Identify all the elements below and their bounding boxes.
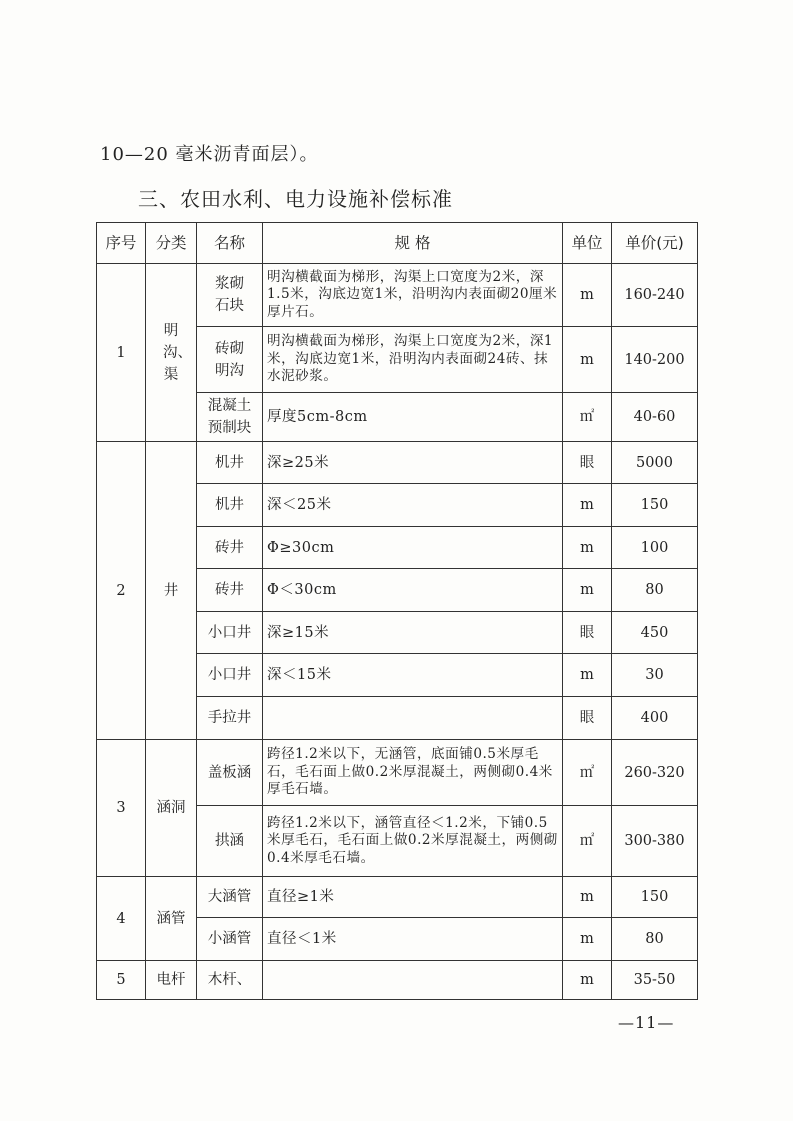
section-title: 三、农田水利、电力设施补偿标准 [138, 187, 453, 211]
item-price: 5000 [612, 442, 698, 484]
group-no: 4 [97, 877, 146, 961]
item-spec: Φ＜30cm [263, 569, 563, 612]
item-spec: 跨径1.2米以下，无涵管，底面铺0.5米厚毛石，毛石面上做0.2米厚混凝土，两侧砌0.4米厚毛石墙。 [263, 740, 563, 806]
item-spec [263, 961, 563, 1000]
item-name: 拱涵 [197, 806, 263, 877]
item-price: 30 [612, 654, 698, 697]
header-no: 序号 [97, 223, 146, 264]
item-unit: 眼 [563, 697, 612, 740]
item-name-label: 浆砌石块 [215, 276, 244, 314]
header-unit: 单位 [563, 223, 612, 264]
group-category: 涵管 [146, 877, 197, 961]
item-spec: 直径≥1米 [263, 877, 563, 918]
item-price: 80 [612, 569, 698, 612]
item-spec: 明沟横截面为梯形，沟渠上口宽度为2米，深1米，沟底边宽1米，沿明沟内表面砌24砖、抹水泥砂浆。 [263, 327, 563, 393]
item-spec: 深＜25米 [263, 484, 563, 527]
item-unit: m [563, 918, 612, 961]
item-name [197, 327, 263, 393]
item-price: 400 [612, 697, 698, 740]
item-spec: Φ≥30cm [263, 527, 563, 569]
item-name: 机井 [197, 484, 263, 527]
item-name: 大涵管 [197, 877, 263, 918]
item-price: 140-200 [612, 327, 698, 393]
item-price: 450 [612, 612, 698, 654]
group-no: 2 [97, 442, 146, 740]
group-no: 1 [97, 264, 146, 442]
table-row [97, 740, 698, 806]
item-name: 砖井 [197, 527, 263, 569]
group-no: 5 [97, 961, 146, 1000]
item-unit: m [563, 327, 612, 393]
item-spec: 厚度5cm-8cm [263, 393, 563, 442]
item-price: 35-50 [612, 961, 698, 1000]
item-price: 150 [612, 484, 698, 527]
item-unit: m [563, 484, 612, 527]
item-unit: m [563, 654, 612, 697]
item-unit: m [563, 264, 612, 327]
item-price: 40-60 [612, 393, 698, 442]
item-name: 手拉井 [197, 697, 263, 740]
item-spec: 直径＜1米 [263, 918, 563, 961]
group-category: 涵洞 [146, 740, 197, 877]
item-price: 260-320 [612, 740, 698, 806]
group-category: 电杆 [146, 961, 197, 1000]
table-row [97, 877, 698, 918]
item-unit: m [563, 877, 612, 918]
item-price: 100 [612, 527, 698, 569]
item-unit: m [563, 961, 612, 1000]
item-price: 160-240 [612, 264, 698, 327]
table-row [97, 961, 698, 1000]
item-price: 80 [612, 918, 698, 961]
item-spec: 明沟横截面为梯形，沟渠上口宽度为2米，深1.5米，沟底边宽1米，沿明沟内表面砌20厘米厚片石。 [263, 264, 563, 327]
item-unit: ㎡ [563, 806, 612, 877]
item-name-label: 混凝土预制块 [207, 398, 252, 436]
group-category: 井 [146, 442, 197, 740]
item-price: 150 [612, 877, 698, 918]
item-name-label: 砖砌明沟 [215, 340, 244, 379]
intro-line: 10—20 毫米沥青面层）。 [100, 144, 319, 165]
item-unit: m [563, 527, 612, 569]
header-name: 名称 [197, 223, 263, 264]
item-name: 小口井 [197, 654, 263, 697]
item-spec: 跨径1.2米以下，涵管直径＜1.2米，下铺0.5米厚毛石，毛石面上做0.2米厚混凝土，两侧砌0.4米厚毛石墙。 [263, 806, 563, 877]
item-name: 盖板涵 [197, 740, 263, 806]
item-spec: 深＜15米 [263, 654, 563, 697]
header-spec: 规 格 [263, 223, 563, 264]
item-unit: ㎡ [563, 740, 612, 806]
page-number: —11— [618, 1013, 675, 1032]
item-name [197, 264, 263, 327]
header-category: 分类 [146, 223, 197, 264]
item-name [197, 393, 263, 442]
item-unit: 眼 [563, 442, 612, 484]
item-unit: m [563, 569, 612, 612]
item-name: 砖井 [197, 569, 263, 612]
item-price: 300-380 [612, 806, 698, 877]
header-price: 单价(元) [612, 223, 698, 264]
table-row [97, 264, 698, 327]
table-row [97, 442, 698, 484]
table-header-row [97, 223, 698, 264]
group-no: 3 [97, 740, 146, 877]
item-spec: 深≥25米 [263, 442, 563, 484]
item-name: 机井 [197, 442, 263, 484]
item-spec [263, 697, 563, 740]
item-unit: 眼 [563, 612, 612, 654]
item-name: 小涵管 [197, 918, 263, 961]
item-name: 木杆、 [197, 961, 263, 1000]
item-name: 小口井 [197, 612, 263, 654]
group-category [146, 264, 197, 442]
item-spec: 深≥15米 [263, 612, 563, 654]
compensation-table [96, 222, 698, 1000]
item-unit: ㎡ [563, 393, 612, 442]
group-category-label: 明沟、渠 [163, 322, 192, 383]
